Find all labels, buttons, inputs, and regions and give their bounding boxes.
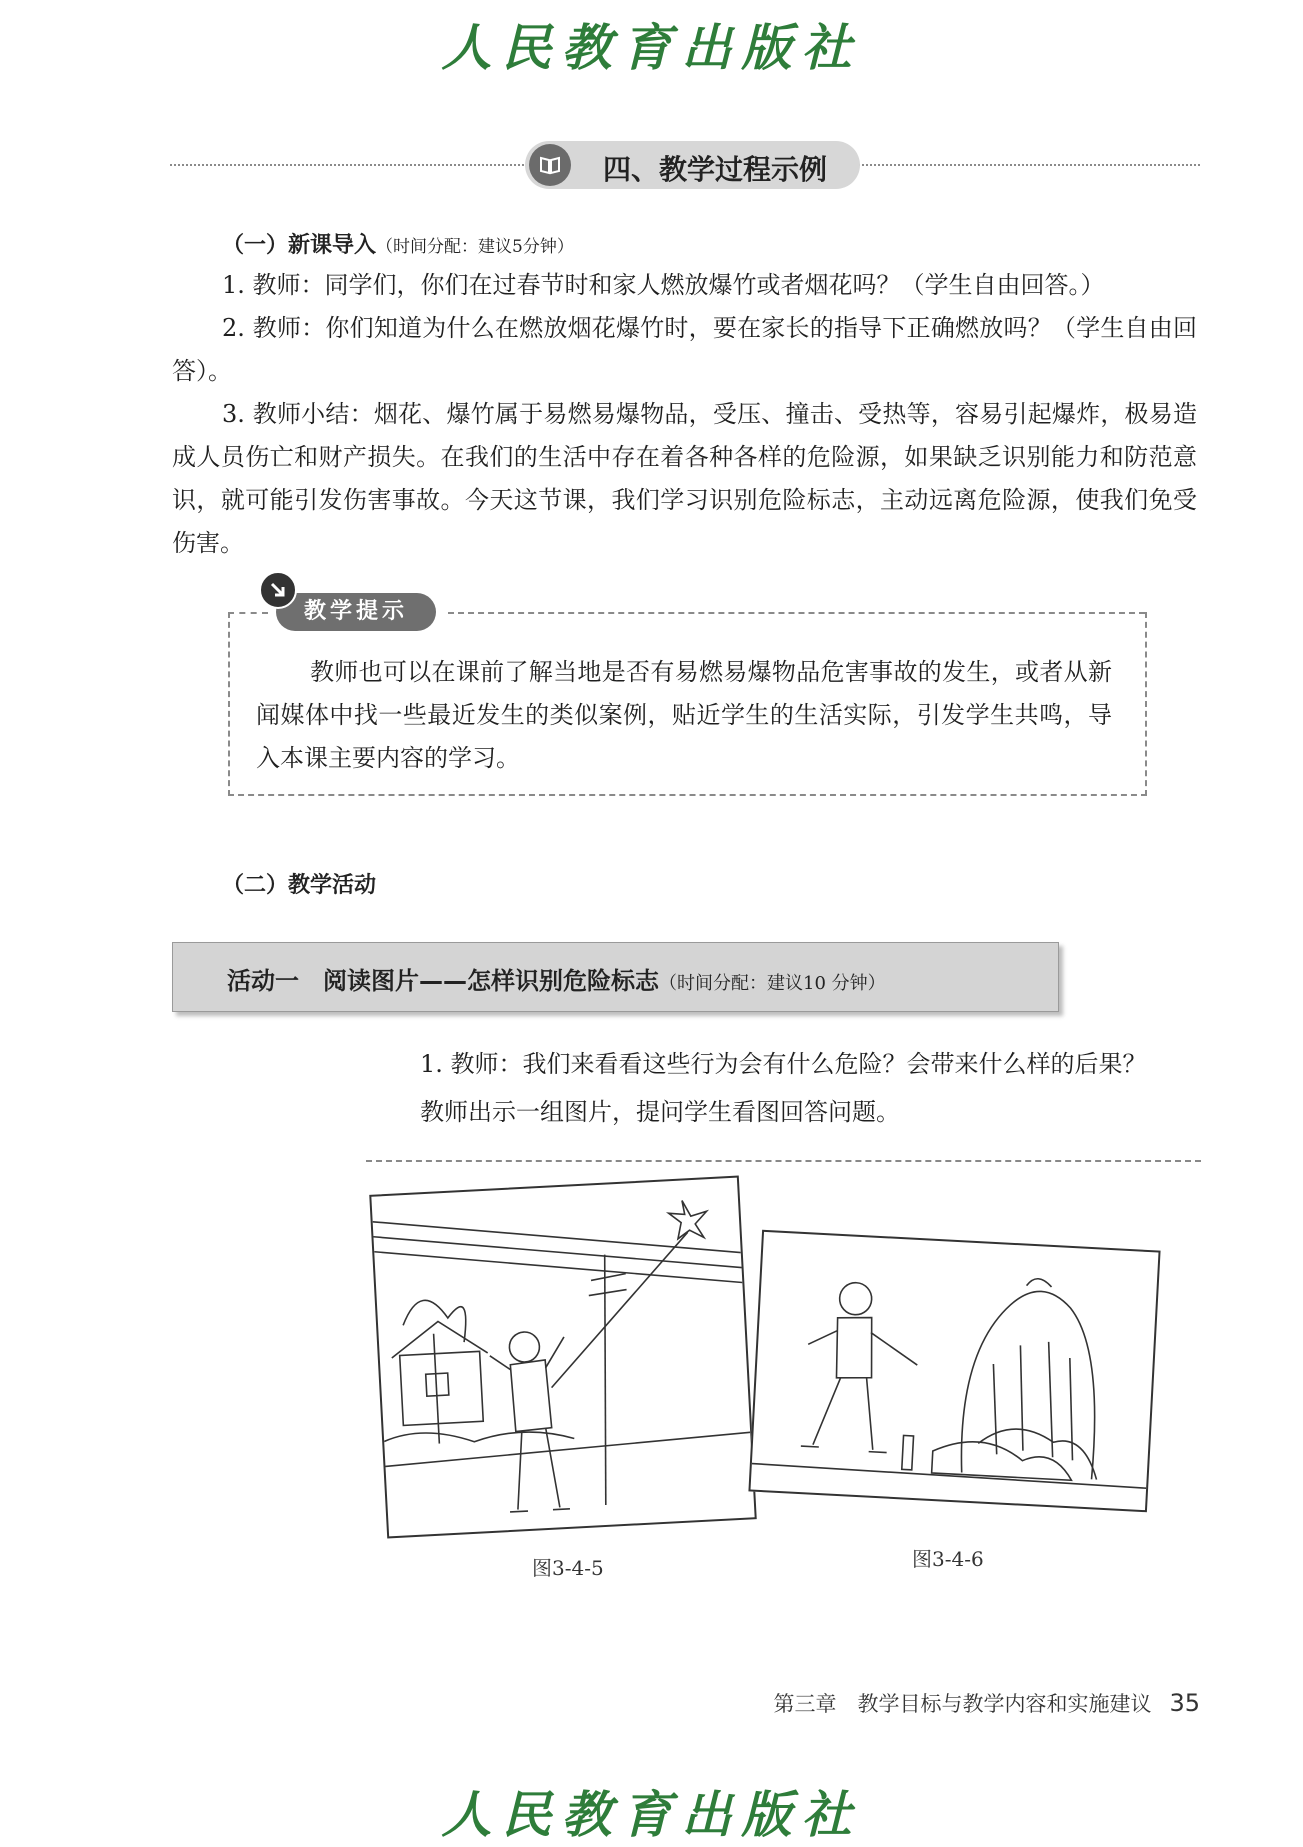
page-number: 35 [1169,1689,1200,1717]
book-icon [529,144,571,186]
activity-instructions [420,1040,1210,1136]
part1-paragraph-2: 2. 教师：你们知道为什么在燃放烟花爆竹时，要在家长的指导下正确燃放吗？（学生自由回答）。 [172,314,1197,385]
part1-time-note: （时间分配：建议5分钟） [376,237,574,257]
part2-heading: （二）教学活动 [222,873,377,898]
chapter-title: 第三章 教学目标与教学内容和实施建议 [773,1692,1152,1716]
activity-header [172,942,1059,1012]
teaching-tip-label: 教学提示 [276,593,436,631]
figure-firecracker-haystack [748,1230,1160,1513]
publisher-logo-bottom: 人民教育出版社 [441,1785,862,1844]
section-header [525,141,860,189]
firecracker-illustration [751,1232,1159,1510]
kite-illustration [371,1178,754,1537]
activity-line-2: 教师出示一组图片，提问学生看图回答问题。 [420,1098,900,1126]
figure-divider [366,1160,1201,1162]
section-title: 四、教学过程示例 [603,153,828,186]
page-footer [700,1688,1200,1718]
arrow-down-right-icon [259,571,297,609]
activity-time-note: （时间分配：建议10 分钟） [659,973,886,994]
part1-heading: （一）新课导入（时间分配：建议5分钟） [222,233,574,258]
part1-paragraph-3: 3. 教师小结：烟花、爆竹属于易燃易爆物品，受压、撞击、受热等，容易引起爆炸，极易造成人员伤亡和财产损失。在我们的生活中存在着各种各样的危险源，如果缺乏识别能力和防范意识，就可能引发伤害事故。今天这节课，我们学习识别危险标志，主动远离危险源，使我们免受伤害。 [172,400,1197,557]
figure-caption-2: 图3-4-6 [912,1547,984,1571]
part1-paragraph-1: 1. 教师：同学们，你们在过春节时和家人燃放爆竹或者烟花吗？（学生自由回答。） [222,271,1105,299]
activity-line-1: 1. 教师：我们来看看这些行为会有什么危险？会带来什么样的后果？ [420,1050,1147,1078]
figure-caption-1: 图3-4-5 [532,1556,604,1580]
activity-title: 活动一 阅读图片——怎样识别危险标志（时间分配：建议10 分钟） [227,967,886,995]
teaching-tip-text: 教师也可以在课前了解当地是否有易燃易爆物品危害事故的发生，或者从新闻媒体中找一些最近发生的类似案例，贴近学生的生活实际，引发学生共鸣，导入本课主要内容的学习。 [256,658,1112,772]
figure-kite-power-line [369,1176,756,1539]
publisher-logo-top: 人民教育出版社 [441,18,862,77]
